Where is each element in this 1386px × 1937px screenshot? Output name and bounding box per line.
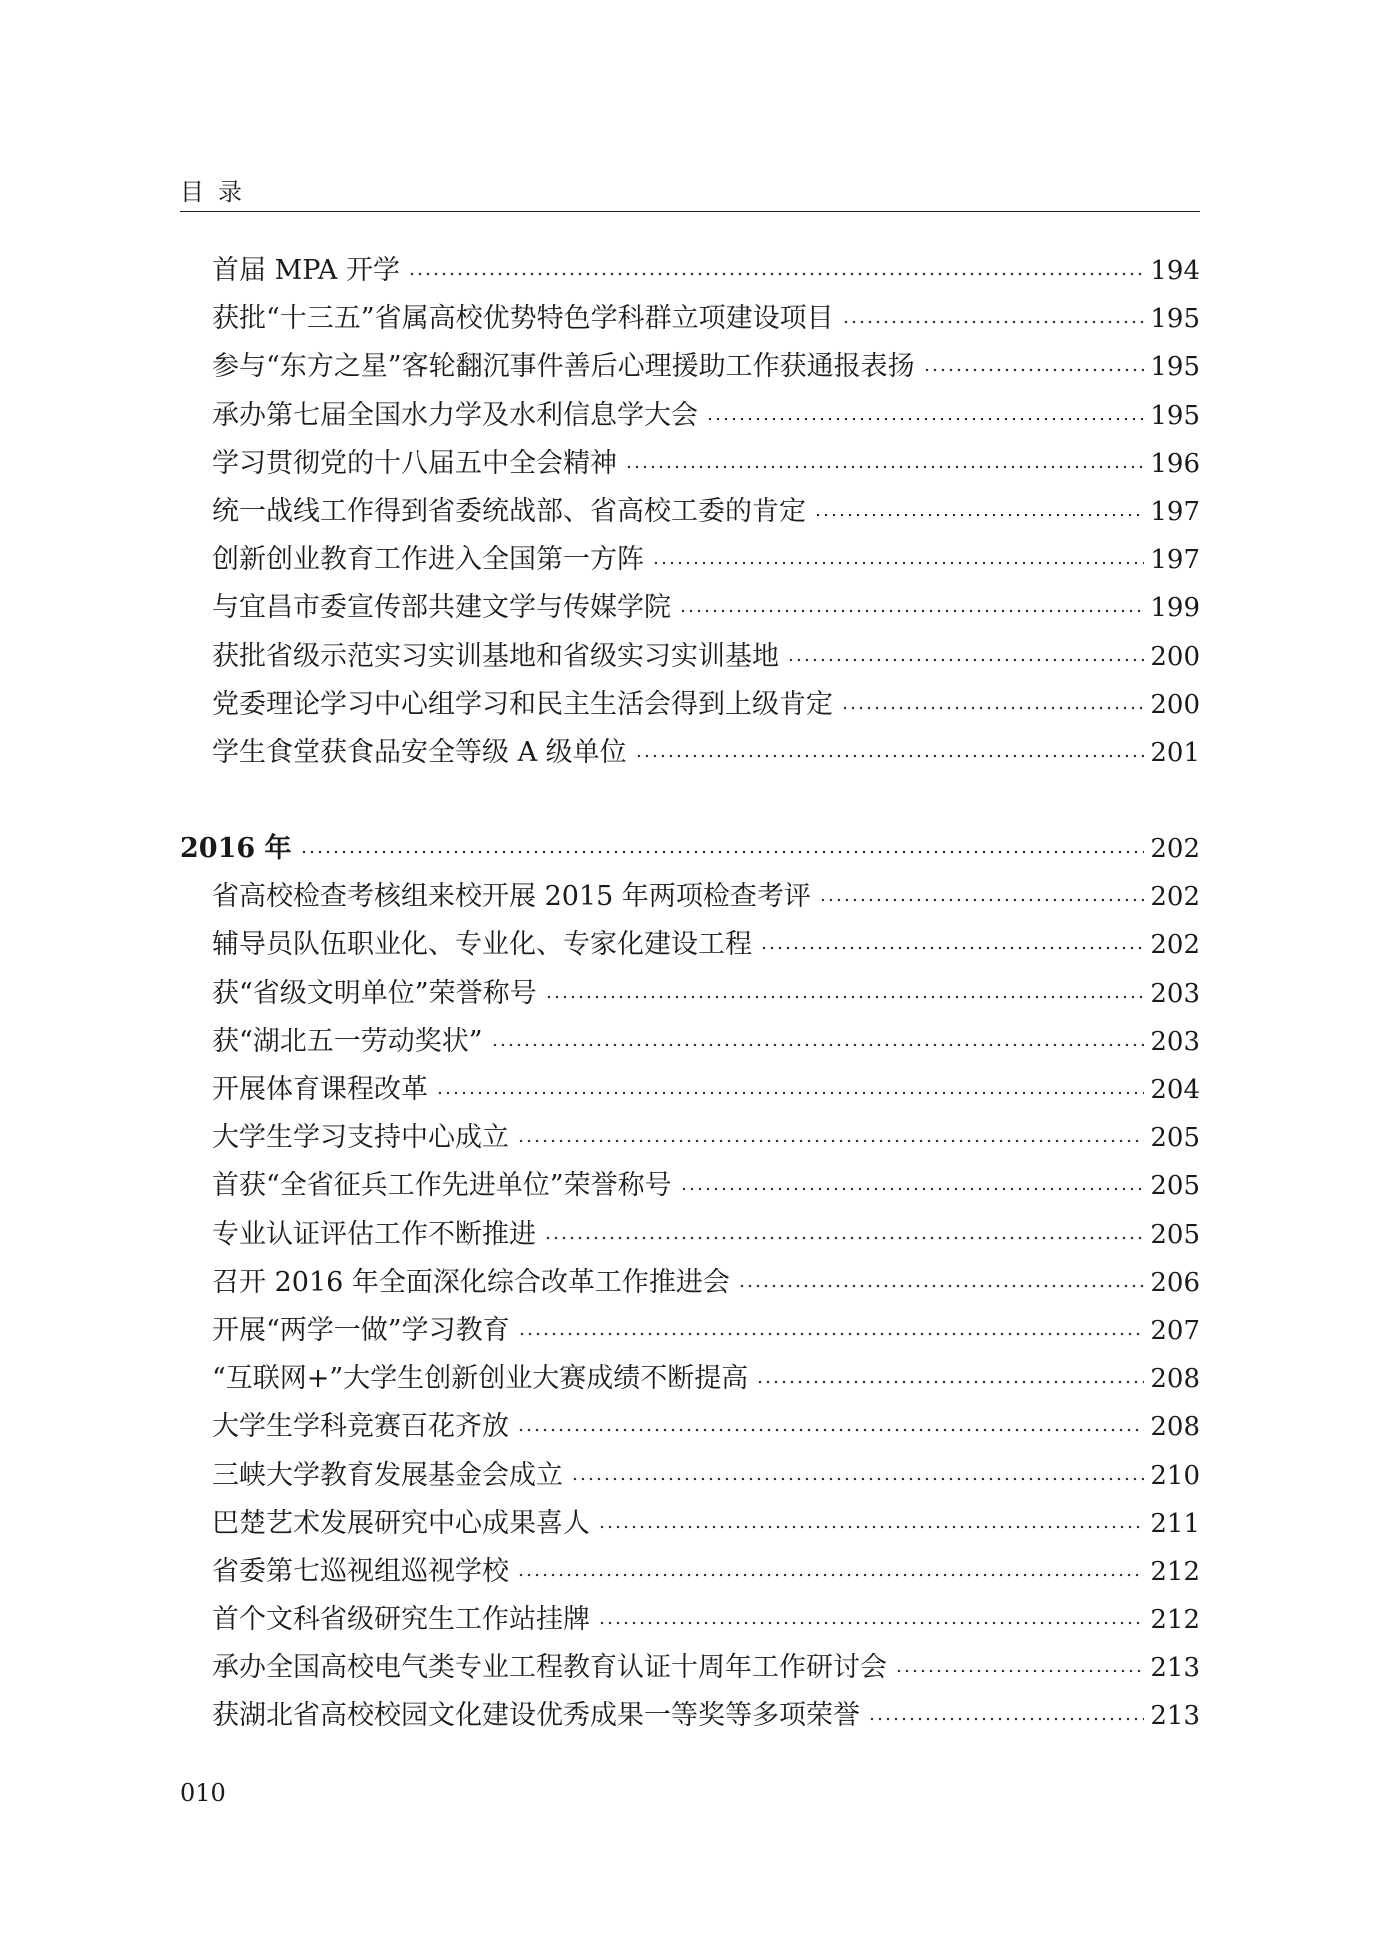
- toc-entry-page: 207: [1150, 1315, 1200, 1346]
- toc-entry-page: 213: [1150, 1701, 1200, 1732]
- toc-entry-page: 200: [1150, 641, 1200, 672]
- toc-entry[interactable]: [180, 1355, 1200, 1403]
- toc-entry-page: 201: [1150, 737, 1200, 768]
- toc-entry[interactable]: [180, 633, 1200, 681]
- toc-leader-dots: [923, 347, 1145, 377]
- toc-entry[interactable]: [180, 488, 1200, 536]
- toc-leader-dots: [518, 1311, 1145, 1341]
- toc-leader-dots: [598, 1504, 1144, 1534]
- toc-entry-page: 210: [1150, 1460, 1200, 1491]
- toc-entry-title: 专业认证评估工作不断推进: [212, 1218, 536, 1250]
- toc-entry[interactable]: [180, 729, 1200, 777]
- toc-entry[interactable]: [180, 536, 1200, 584]
- toc-leader-dots: [491, 1022, 1145, 1052]
- toc-entry-title: 首届 MPA 开学: [212, 255, 400, 286]
- table-of-contents: [180, 247, 1200, 1741]
- toc-leader-dots: [706, 396, 1144, 426]
- header-rule: [180, 211, 1200, 212]
- toc-leader-dots: [895, 1648, 1144, 1678]
- toc-leader-dots: [517, 1118, 1144, 1148]
- toc-entry-title: 承办全国高校电气类专业工程教育认证十周年工作研讨会: [212, 1652, 887, 1684]
- toc-entry[interactable]: [180, 1692, 1200, 1740]
- toc-leader-dots: [571, 1456, 1144, 1486]
- toc-leader-dots: [598, 1600, 1144, 1630]
- toc-group-2015: [180, 247, 1200, 777]
- toc-entry-title: 承办第七届全国水力学及水利信息学大会: [212, 399, 698, 431]
- toc-entry-title: 大学生学科竞赛百花齐放: [212, 1411, 509, 1443]
- toc-leader-dots: [819, 877, 1144, 907]
- toc-entry-page: 206: [1150, 1267, 1200, 1298]
- toc-entry-title: 统一战线工作得到省委统战部、省高校工委的肯定: [212, 495, 806, 527]
- toc-entry-page: 204: [1150, 1075, 1200, 1105]
- toc-entry[interactable]: [180, 970, 1200, 1018]
- toc-entry-title: 首获“全省征兵工作先进单位”荣誉称号: [212, 1170, 672, 1202]
- toc-entry[interactable]: [180, 440, 1200, 488]
- toc-leader-dots: [300, 829, 1145, 859]
- toc-entry-page: 202: [1150, 930, 1200, 961]
- toc-entry-page: 194: [1150, 256, 1200, 286]
- toc-entry-page: 202: [1150, 882, 1200, 913]
- toc-entry-page: 208: [1150, 1364, 1200, 1395]
- toc-entry[interactable]: [180, 1259, 1200, 1307]
- toc-entry-page: 203: [1150, 978, 1200, 1009]
- toc-entry-title: 获批省级示范实习实训基地和省级实习实训基地: [212, 640, 779, 672]
- toc-leader-dots: [756, 1359, 1144, 1389]
- toc-entry[interactable]: [180, 1548, 1200, 1596]
- toc-entry-page: 213: [1150, 1653, 1200, 1684]
- toc-entry[interactable]: [180, 392, 1200, 440]
- toc-leader-dots: [842, 299, 1145, 329]
- toc-entry-page: 212: [1150, 1556, 1200, 1587]
- toc-entry-page: 203: [1150, 1026, 1200, 1057]
- toc-entry[interactable]: [180, 343, 1200, 391]
- toc-entry-title: 辅导员队伍职业化、专业化、专家化建设工程: [212, 929, 752, 961]
- toc-entry-title: 创新创业教育工作进入全国第一方阵: [212, 544, 644, 576]
- toc-entry-page: 212: [1150, 1605, 1200, 1636]
- toc-entry-title: 与宜昌市委宣传部共建文学与传媒学院: [212, 592, 671, 624]
- toc-entry[interactable]: [180, 1452, 1200, 1500]
- toc-leader-dots: [814, 492, 1144, 522]
- toc-leader-dots: [868, 1696, 1144, 1726]
- toc-section-2016[interactable]: [180, 825, 1200, 873]
- toc-entry-page: 208: [1150, 1412, 1200, 1443]
- toc-entry-page: 197: [1150, 545, 1200, 576]
- toc-entry-page: 197: [1150, 496, 1200, 527]
- toc-leader-dots: [841, 685, 1144, 715]
- toc-leader-dots: [679, 588, 1144, 618]
- section-spacer: [180, 777, 1200, 825]
- toc-entry-page: 199: [1150, 593, 1200, 624]
- toc-entry-title: 获“省级文明单位”荣誉称号: [212, 977, 537, 1009]
- toc-entry[interactable]: [180, 1500, 1200, 1548]
- toc-entry-title: 大学生学习支持中心成立: [212, 1122, 509, 1154]
- toc-leader-dots: [635, 733, 1145, 763]
- toc-entry-page: 195: [1150, 400, 1200, 431]
- toc-entry-title: 巴楚艺术发展研究中心成果喜人: [212, 1507, 590, 1539]
- toc-entry[interactable]: [180, 1644, 1200, 1692]
- toc-entry-page: 205: [1150, 1219, 1200, 1250]
- toc-leader-dots: [652, 540, 1144, 570]
- page-number: 010: [180, 1779, 226, 1807]
- toc-leader-dots: [408, 251, 1144, 281]
- toc-entry[interactable]: [180, 1403, 1200, 1451]
- toc-entry-title: 开展“两学一做”学习教育: [212, 1314, 510, 1346]
- toc-entry-title: 获“湖北五一劳动奖状”: [212, 1025, 483, 1057]
- toc-entry[interactable]: [180, 1596, 1200, 1644]
- toc-leader-dots: [544, 1215, 1144, 1245]
- toc-entry-title: 参与“东方之星”客轮翻沉事件善后心理援助工作获通报表扬: [212, 351, 915, 383]
- toc-entry[interactable]: [180, 584, 1200, 632]
- toc-entry-title: 获批“十三五”省属高校优势特色学科群立项建设项目: [212, 303, 834, 335]
- toc-leader-dots: [738, 1263, 1144, 1293]
- toc-entry[interactable]: [180, 921, 1200, 969]
- toc-entry[interactable]: [180, 1018, 1200, 1066]
- toc-entry-page: 211: [1150, 1508, 1200, 1539]
- toc-leader-dots: [517, 1552, 1144, 1582]
- toc-entry-title: 召开 2016 年全面深化综合改革工作推进会: [212, 1266, 730, 1298]
- toc-entry[interactable]: [180, 1162, 1200, 1210]
- toc-entry-title: 学生食堂获食品安全等级 A 级单位: [212, 736, 627, 768]
- toc-leader-dots: [436, 1070, 1144, 1100]
- running-head: 目录: [180, 178, 256, 206]
- toc-entry-page: 205: [1150, 1123, 1200, 1154]
- toc-entry[interactable]: [180, 1066, 1200, 1114]
- toc-entry[interactable]: [180, 1211, 1200, 1259]
- toc-group-2016: [180, 873, 1200, 1740]
- toc-leader-dots: [545, 974, 1145, 1004]
- toc-entry-title: “互联网+”大学生创新创业大赛成绩不断提高: [212, 1363, 749, 1395]
- toc-leader-dots: [517, 1407, 1144, 1437]
- toc-entry[interactable]: [180, 295, 1200, 343]
- toc-entry-title: 开展体育课程改革: [212, 1074, 428, 1105]
- toc-section-title: 2016 年: [180, 833, 292, 865]
- toc-entry-title: 省委第七巡视组巡视学校: [212, 1555, 509, 1587]
- toc-entry-page: 205: [1150, 1171, 1200, 1202]
- toc-leader-dots: [680, 1166, 1145, 1196]
- toc-entry[interactable]: [180, 681, 1200, 729]
- toc-entry-title: 三峡大学教育发展基金会成立: [212, 1459, 563, 1491]
- toc-entry-title: 党委理论学习中心组学习和民主生活会得到上级肯定: [212, 688, 833, 720]
- toc-section-page: 202: [1150, 834, 1200, 865]
- toc-entry[interactable]: [180, 247, 1200, 295]
- toc-entry-page: 200: [1150, 689, 1200, 720]
- toc-entry[interactable]: [180, 1114, 1200, 1162]
- toc-entry-page: 196: [1150, 448, 1200, 479]
- toc-leader-dots: [787, 637, 1144, 667]
- toc-leader-dots: [625, 444, 1144, 474]
- toc-entry-title: 获湖北省高校校园文化建设优秀成果一等奖等多项荣誉: [212, 1700, 860, 1732]
- toc-leader-dots: [760, 925, 1144, 955]
- toc-entry-page: 195: [1150, 352, 1200, 383]
- toc-entry-title: 学习贯彻党的十八届五中全会精神: [212, 447, 617, 479]
- toc-entry[interactable]: [180, 873, 1200, 921]
- toc-entry-title: 首个文科省级研究生工作站挂牌: [212, 1604, 590, 1636]
- toc-entry-title: 省高校检查考核组来校开展 2015 年两项检查考评: [212, 881, 811, 913]
- toc-entry-page: 195: [1150, 304, 1200, 335]
- toc-entry[interactable]: [180, 1307, 1200, 1355]
